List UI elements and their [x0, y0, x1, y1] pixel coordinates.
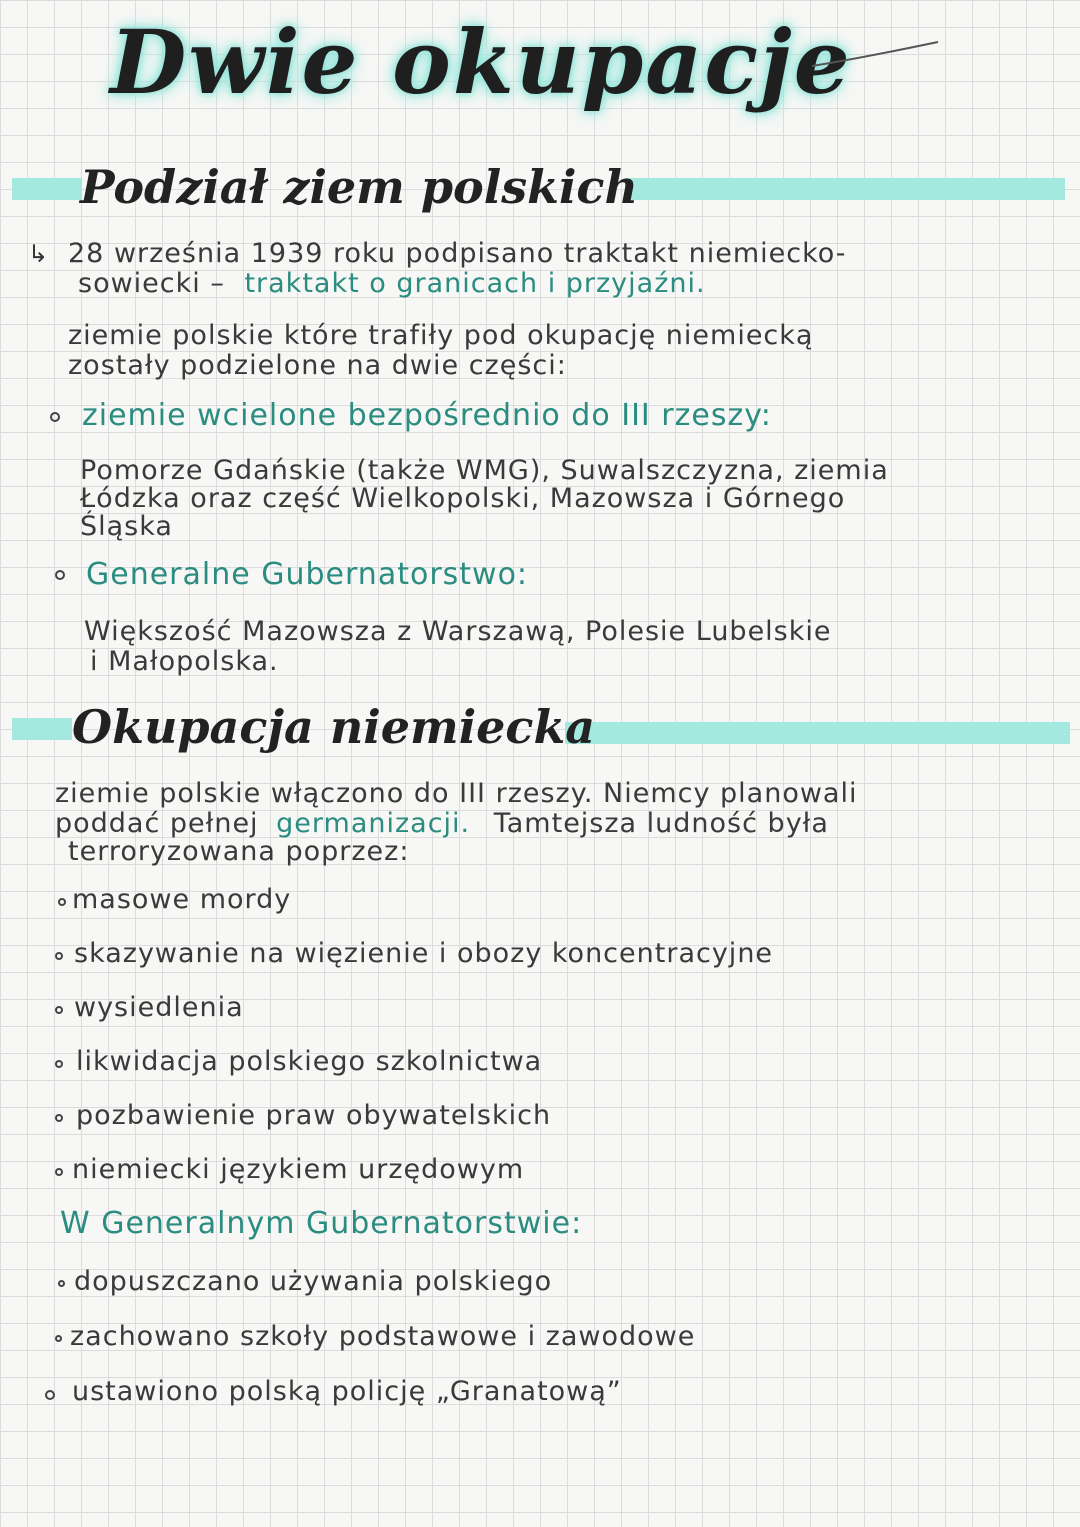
section2-para-line-2	[55, 808, 829, 839]
germanization-term: germanizacji.	[276, 808, 471, 839]
bullet-icon	[55, 1168, 63, 1176]
sub2-heading: Generalne Gubernatorstwo:	[86, 557, 529, 592]
list-item: pozbawienie praw obywatelskich	[76, 1100, 552, 1131]
para-line-2-c: Tamtejsza ludność była	[493, 808, 829, 839]
sub1-line-2: Łódzka oraz część Wielkopolski, Mazowsza i Górnego	[80, 483, 846, 514]
treaty-name: traktakt o granicach i przyjaźni.	[244, 268, 706, 299]
title-flourish	[810, 40, 940, 70]
bullet-icon	[58, 898, 66, 906]
section1-highlight-left	[12, 178, 82, 200]
title-block	[110, 10, 852, 114]
sub1-heading: ziemie wcielone bezpośrednio do III rzeszy:	[82, 398, 772, 433]
list-item: skazywanie na więzienie i obozy koncentracyjne	[74, 938, 774, 969]
sub2-line-2: i Małopolska.	[90, 646, 279, 677]
section1-para-line-1: ziemie polskie które trafiły pod okupację niemiecką	[68, 320, 814, 351]
list-item: wysiedlenia	[74, 992, 244, 1023]
intro-line-1: 28 września 1939 roku podpisano traktakt niemiecko-	[68, 238, 847, 269]
bullet-icon	[58, 1280, 65, 1287]
section1-heading: Podział ziem polskich	[80, 160, 638, 214]
bullet-icon	[55, 952, 63, 960]
section2-para-line-3: terroryzowana poprzez:	[68, 836, 410, 867]
bullet-icon	[55, 1006, 63, 1014]
bullet-icon	[45, 1390, 55, 1400]
bullet-icon	[55, 570, 65, 580]
bullet-icon	[55, 1060, 63, 1068]
section2-highlight-left	[12, 718, 72, 740]
list-item: likwidacja polskiego szkolnictwa	[76, 1046, 543, 1077]
gg-heading: W Generalnym Gubernatorstwie:	[60, 1206, 583, 1241]
sub1-line-3: Śląska	[80, 511, 173, 542]
list-item: masowe mordy	[72, 884, 292, 915]
section1-highlight-right	[625, 178, 1065, 200]
list-item: dopuszczano używania polskiego	[74, 1266, 553, 1297]
bullet-icon	[50, 412, 60, 422]
arrow-icon: ↳	[28, 240, 49, 268]
sub1-line-1: Pomorze Gdańskie (także WMG), Suwalszczyzna, ziemia	[80, 455, 889, 486]
sub2-line-1: Większość Mazowsza z Warszawą, Polesie Lubelskie	[84, 616, 832, 647]
intro-line-2	[78, 268, 706, 299]
list-item: ustawiono polską policję „Granatową”	[72, 1376, 622, 1407]
page-title: Dwie okupacje	[110, 10, 852, 114]
para-line-2-a: poddać pełnej	[55, 808, 259, 839]
intro-line-2-a: sowiecki –	[78, 268, 225, 299]
section2-para-line-1: ziemie polskie włączono do III rzeszy. Niemcy planowali	[55, 778, 858, 809]
section2-heading: Okupacja niemiecka	[72, 700, 596, 754]
list-item: niemiecki językiem urzędowym	[72, 1154, 525, 1185]
section1-para-line-2: zostały podzielone na dwie części:	[68, 350, 567, 381]
section2-highlight-right	[565, 722, 1070, 744]
list-item: zachowano szkoły podstawowe i zawodowe	[70, 1321, 696, 1352]
bullet-icon	[55, 1114, 63, 1122]
bullet-icon	[55, 1335, 62, 1342]
